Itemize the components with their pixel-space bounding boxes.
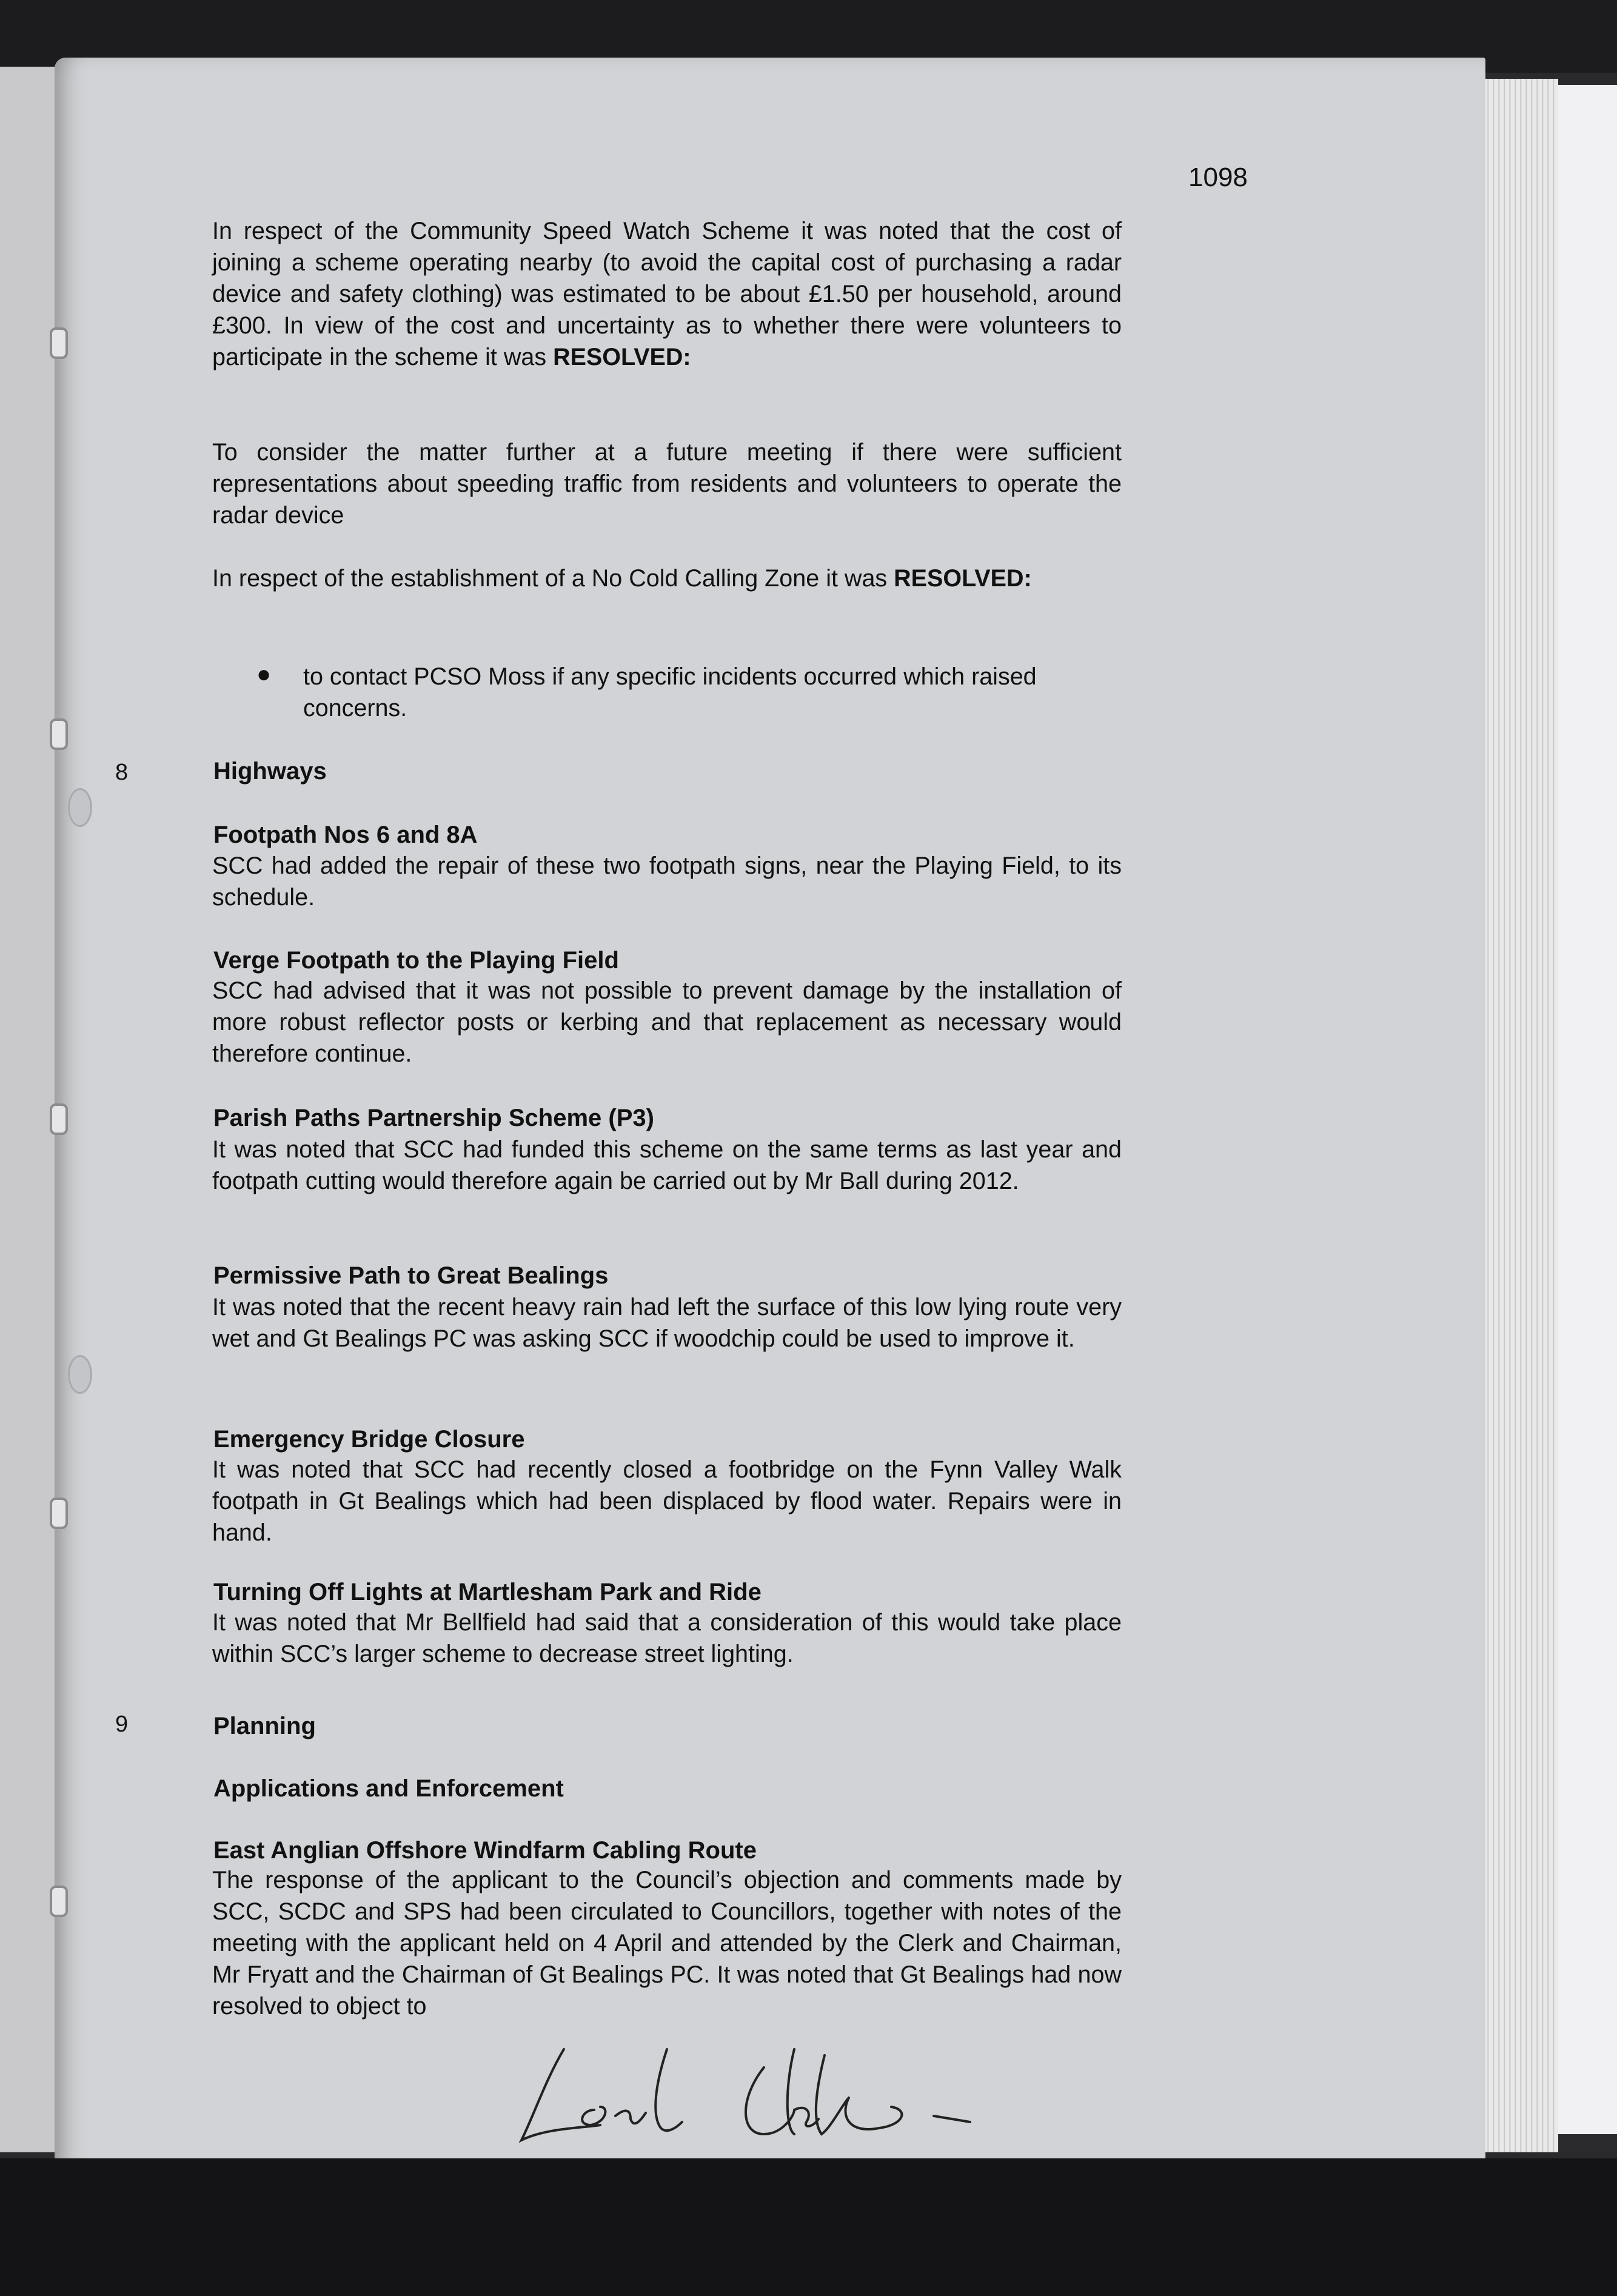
binder-ring-icon	[50, 1103, 68, 1135]
page-number: 1098	[1188, 162, 1248, 192]
punch-hole-icon	[68, 1355, 92, 1394]
binder-ring-icon	[50, 1498, 68, 1529]
lights-off-text: It was noted that Mr Bellfield had said that a consideration of this would take place within SCC’s larger scheme to decrease street lighting.	[212, 1609, 1122, 1667]
bullet-icon: ●	[256, 661, 272, 688]
heading-permissive-path: Permissive Path to Great Bealings	[213, 1262, 609, 1289]
bridge-closure-text: It was noted that SCC had recently closed a footbridge on the Fynn Valley Walk footpath in Gt Bealings which had been displaced by flood water. Repairs were in hand.	[212, 1456, 1122, 1546]
footpath-6-8a-text: SCC had added the repair of these two footpath signs, near the Playing Field, to its schedule.	[212, 852, 1122, 911]
resolved-label: RESOLVED:	[553, 344, 691, 370]
item-number: 9	[115, 1712, 129, 1737]
permissive-path-text: It was noted that the recent heavy rain had left the surface of this low lying route very wet and Gt Bealings PC was asking SCC if woodchip could be used to improve it.	[212, 1294, 1122, 1352]
heading-parish-paths: Parish Paths Partnership Scheme (P3)	[213, 1105, 654, 1131]
heading-lights-off: Turning Off Lights at Martlesham Park and Ride	[213, 1579, 762, 1605]
heading-footpath-6-8a: Footpath Nos 6 and 8A	[213, 822, 478, 848]
parish-paths-text: It was noted that SCC had funded this scheme on the same terms as last year and footpath cutting would therefore again be carried out by Mr Ball during 2012.	[212, 1136, 1122, 1194]
no-cold-calling-paragraph	[212, 563, 1122, 594]
heading-bridge-closure: Emergency Bridge Closure	[213, 1426, 525, 1453]
section-heading-planning: Planning	[213, 1713, 316, 1739]
windfarm-text: The response of the applicant to the Council’s objection and comments made by SCC, SCDC and SPS had been circulated to Councillors, together with notes of the meeting with the applicant held on 4 April and attended by the Clerk and Chairman, Mr Fryatt and the Chairman of Gt Bealings PC. It was noted that Gt Bealings had now resolved to object to	[212, 1867, 1122, 2020]
heading-windfarm: East Anglian Offshore Windfarm Cabling Route	[213, 1837, 757, 1864]
heading-applications: Applications and Enforcement	[213, 1775, 564, 1802]
speed-watch-paragraph	[212, 215, 1122, 373]
signature	[509, 2037, 1031, 2152]
binder-cover	[1558, 85, 1617, 2134]
scan-bottom-border	[0, 2158, 1617, 2296]
resolved-label: RESOLVED:	[894, 565, 1032, 592]
speed-watch-resolution: To consider the matter further at a future meeting if there were sufficient representations about speeding traffic from residents and volunteers to operate the radar device	[212, 439, 1122, 529]
no-cold-calling-text: In respect of the establishment of a No Cold Calling Zone it was	[212, 565, 888, 592]
verge-footpath-text: SCC had advised that it was not possible to prevent damage by the installation of more robust reflector posts or kerbing and that replacement as necessary would therefore continue.	[212, 977, 1122, 1067]
no-cold-calling-bullet: to contact PCSO Moss if any specific incidents occurred which raised concerns.	[303, 663, 1037, 721]
heading-verge-footpath: Verge Footpath to the Playing Field	[213, 947, 619, 974]
binder-ring-icon	[50, 1886, 68, 1917]
binder-ring-icon	[50, 327, 68, 359]
section-heading-highways: Highways	[213, 758, 327, 785]
speed-watch-text: In respect of the Community Speed Watch Scheme it was noted that the cost of joining a scheme operating nearby (to avoid the capital cost of purchasing a radar device and safety clothing) was estimated to be about £1.50 per household, around £300. In view of the cost and uncertainty as to whether there were volunteers to participate in the scheme it was	[212, 218, 1122, 370]
binder-ring-icon	[50, 718, 68, 750]
punch-hole-icon	[68, 788, 92, 827]
item-number: 8	[115, 760, 129, 785]
